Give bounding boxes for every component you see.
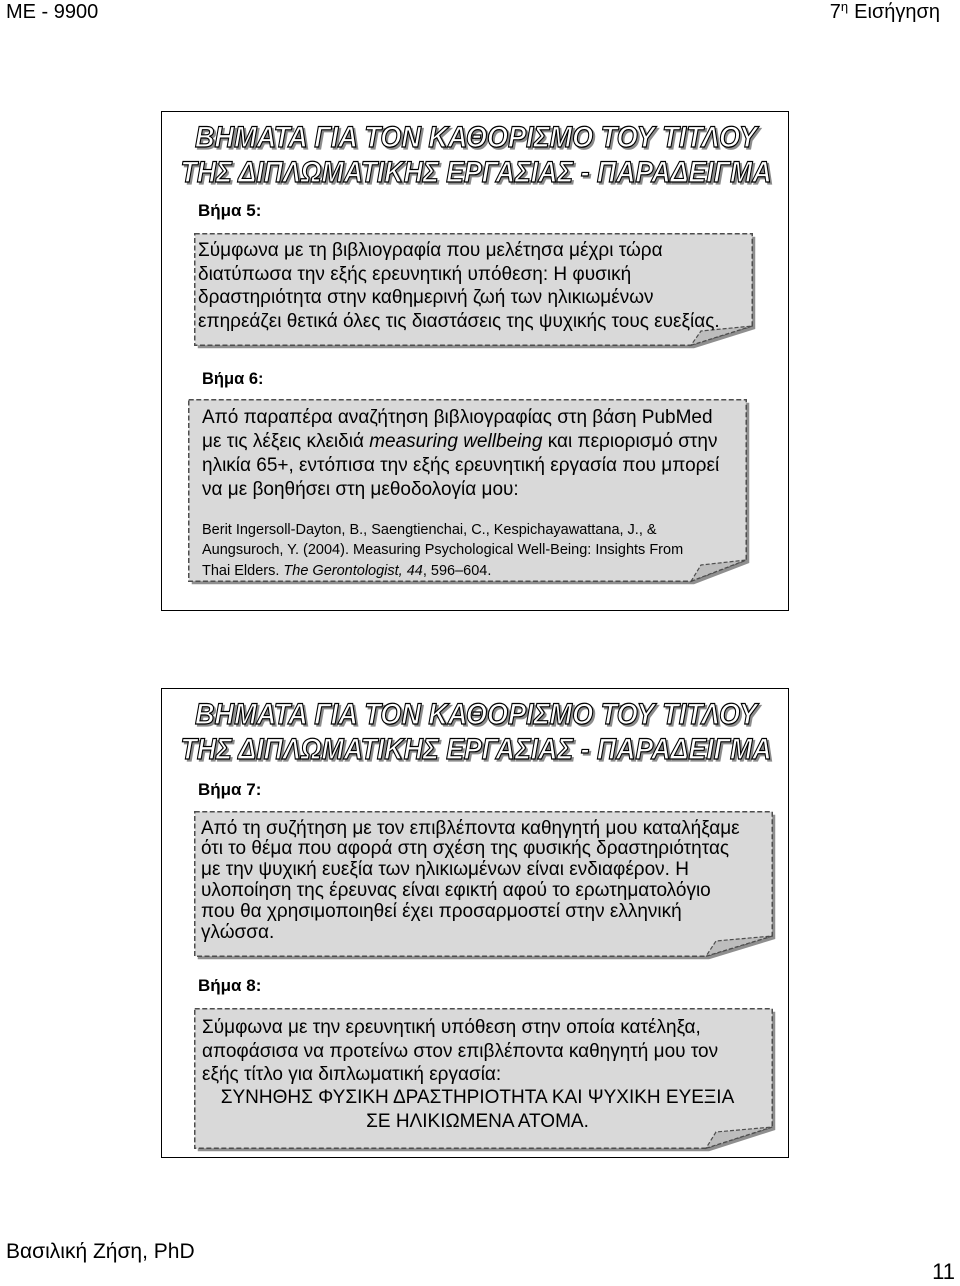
- lecture-heading: [830, 0, 940, 26]
- note-line: με την ψυχική ευεξία των ηλικιωμένων είναι ενδιαφέρον. Η: [201, 859, 689, 881]
- note-line: επηρεάζει θετικά όλες τις διαστάσεις της ψυχικής τους ευεξίας.: [198, 311, 720, 333]
- note-line: Από παραπέρα αναζήτηση βιβλιογραφίας στη βάση PubMed: [202, 407, 713, 428]
- author-name: Βασιλική Ζήση, PhD: [6, 1240, 195, 1263]
- note-line: ηλικία 65+, εντόπισα την εξής ερευνητική εργασία που μπορεί: [202, 455, 720, 476]
- slide-2: [161, 688, 789, 1158]
- note-text: [194, 233, 753, 334]
- note-text: [188, 399, 747, 581]
- note-line: [202, 430, 747, 454]
- journal-name: The Gerontologist, 44: [283, 562, 423, 579]
- note-line: υλοποίηση της έρευνας είναι εφικτή αφού το ερωτηματολόγιο: [201, 879, 711, 901]
- course-code: ME - 9900: [6, 1, 99, 23]
- step-5-label: Βήμα 5:: [198, 201, 262, 220]
- note-text: [194, 1008, 773, 1133]
- slide-1: [161, 111, 789, 611]
- note-line: ότι το θέμα που αφορά στη σχέση της φυσικής δραστηριότητας: [201, 838, 730, 860]
- bibliographic-reference: [202, 520, 747, 582]
- slide-title-line-1: ΒΗΜΑΤΑ ΓΙΑ ΤΟΝ ΚΑΘΟΡΙΣΜΟ ΤΟΥ ΤΙΤΛΟΥ: [195, 121, 760, 154]
- proposed-title-line: ΣΥΝΗΘΗΣ ΦΥΣΙΚΗ ΔΡΑΣΤΗΡΙΟΤΗΤΑ ΚΑΙ ΨΥΧΙΚΗ ΕΥΕΞΙΑ: [220, 1087, 735, 1109]
- note-line-text: με τις λέξεις κλειδιά: [202, 431, 370, 452]
- step-7-note-box: [194, 811, 773, 957]
- lecture-superscript: η: [840, 0, 849, 14]
- slide-title-line-2: ΤΗΣ ΔΙΠΛΩΜΑΤΙΚΗΣ ΕΡΓΑΣΙΑΣ - ΠΑΡΑΔΕΙΓΜΑ: [180, 733, 772, 766]
- note-line: που θα χρησιμοποιηθεί έχει προσαρμοστεί στην ελληνική: [201, 900, 682, 922]
- slide-title-line-1: ΒΗΜΑΤΑ ΓΙΑ ΤΟΝ ΚΑΘΟΡΙΣΜΟ ΤΟΥ ΤΙΤΛΟΥ: [195, 698, 760, 731]
- search-keywords: measuring wellbeing: [369, 431, 543, 452]
- slide-title: [162, 689, 790, 769]
- note-line: διατύπωσα την εξής ερευνητική υπόθεση: Η φυσική: [198, 263, 632, 285]
- step-7-label: Βήμα 7:: [198, 780, 262, 799]
- note-line: αποφάσισα να προτείνω στον επιβλέποντα καθηγητή μου τον: [202, 1040, 719, 1062]
- lecture-label: Εισήγηση: [854, 1, 940, 23]
- note-line: γλώσσα.: [201, 921, 275, 943]
- step-8-note-box: [194, 1008, 773, 1149]
- lecture-number: 7: [829, 1, 841, 23]
- slide-title: [162, 112, 790, 192]
- step-5-note-box: [194, 233, 753, 346]
- note-text: [194, 811, 773, 943]
- reference-line: Berit Ingersoll-Dayton, B., Saengtienchai, C., Kespichayawattana, J., &: [202, 521, 657, 538]
- step-6-label: Βήμα 6:: [202, 370, 264, 388]
- reference-line: [202, 561, 747, 582]
- slide-title-line-2: ΤΗΣ ΔΙΠΛΩΜΑΤΙΚΗΣ ΕΡΓΑΣΙΑΣ - ΠΑΡΑΔΕΙΓΜΑ: [180, 156, 772, 189]
- note-line: δραστηριότητα στην καθημερινή ζωή των ηλικιωμένων: [198, 287, 654, 309]
- note-line: Σύμφωνα με τη βιβλιογραφία που μελέτησα μέχρι τώρα: [198, 240, 663, 261]
- proposed-title-line: ΣΕ ΗΛΙΚΙΩΜΕΝΑ ΑΤΟΜΑ.: [366, 1110, 589, 1132]
- reference-line: Aungsuroch, Y. (2004). Measuring Psychological Well-Being: Insights From: [202, 542, 684, 559]
- reference-text: Thai Elders.: [202, 562, 284, 579]
- step-8-label: Βήμα 8:: [198, 976, 262, 995]
- note-line: εξής τίτλο για διπλωματική εργασία:: [202, 1063, 502, 1085]
- reference-text: , 596–604.: [422, 562, 492, 579]
- note-line: Σύμφωνα με την ερευνητική υπόθεση στην οποία κατέληξα,: [202, 1017, 701, 1039]
- note-line: Από τη συζήτηση με τον επιβλέποντα καθηγητή μου καταλήξαμε: [201, 817, 740, 839]
- step-6-note-box: [188, 399, 747, 582]
- note-line-text: και περιορισμό στην: [542, 431, 718, 452]
- page-number: 11: [932, 1259, 955, 1284]
- note-line: να με βοηθήσει στη μεθοδολογία μου:: [202, 479, 519, 500]
